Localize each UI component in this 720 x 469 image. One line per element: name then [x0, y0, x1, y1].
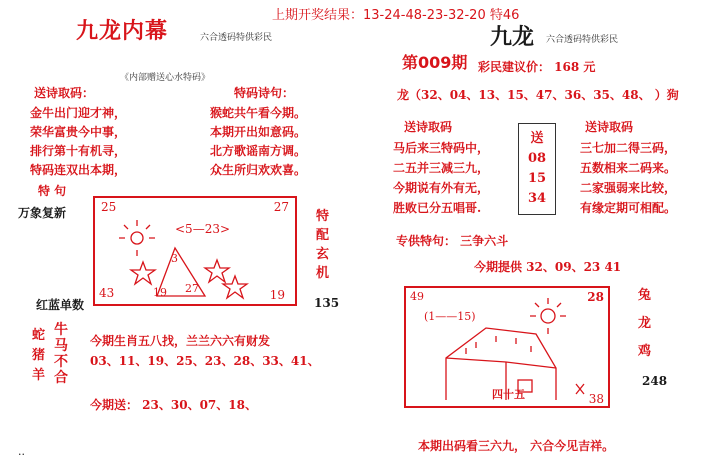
sun-icon — [131, 232, 143, 244]
last-results-header — [272, 4, 519, 23]
issue-number: 第009期 — [402, 53, 468, 72]
special-vertical-text — [316, 205, 329, 281]
zodiac-char: 鸡 — [638, 344, 652, 359]
vertical-char: 玄 — [316, 247, 330, 262]
poem-line: 今期说有外有无， — [393, 181, 490, 195]
right-poem-heading-left: 送诗取码 — [404, 120, 453, 134]
vertical-char: 特 — [316, 209, 330, 224]
dragon-line: 龙（32、04、13、15、47、36、35、48、 ）狗 — [397, 88, 679, 102]
zodiac-char: 牛 — [54, 322, 68, 338]
poem-line: 马后来三特码中， — [393, 141, 490, 155]
price-line: 彩民建议价： 168 元 — [478, 60, 596, 74]
right-poem-left-block — [393, 138, 489, 218]
box-corner-number: 19 — [269, 288, 285, 302]
wanxiang-label: 万象复新 — [18, 206, 67, 220]
zodiac-char: 合 — [54, 370, 68, 386]
vertical-char: 机 — [316, 266, 330, 281]
special-sentence: 专供特句： 三争六斗 — [396, 234, 509, 248]
zodiac-char: 蛇 — [32, 328, 46, 343]
poem-line: 胜败已分五唱哥. — [393, 201, 482, 215]
poem-line: 二五并三减三九， — [393, 161, 490, 175]
box-arrow-text: (1——15) — [424, 310, 476, 323]
corner-marks: ·· — [18, 448, 25, 461]
box-corner-number: 38 — [588, 392, 604, 406]
poem-line: 有缘定期可相配。 — [580, 201, 677, 215]
zodiac-char: 龙 — [638, 316, 652, 331]
number-248: 248 — [642, 374, 668, 388]
box-corner-number: 27 — [273, 200, 289, 214]
box-number: 34 — [527, 191, 547, 206]
vertical-char: 配 — [316, 228, 330, 243]
zodiac-left-column — [32, 326, 45, 386]
send-number-box — [518, 123, 556, 215]
box-label: 送 — [530, 131, 544, 146]
right-vertical-zodiac — [638, 282, 651, 366]
poem-line: 金牛出门迎才神， — [30, 106, 127, 120]
left-drawing-box — [93, 196, 297, 306]
zodiac-char: 马 — [54, 338, 68, 354]
special-poem-block — [210, 104, 306, 180]
special-sentence-label: 特 句 — [38, 184, 67, 198]
poem-line: 荣华富贵今中事， — [30, 125, 127, 139]
last-results-label: 上期开奖结果： — [272, 8, 364, 23]
numbers-line: 03、11、19、25、23、28、33、41、 — [90, 354, 320, 368]
special-poem-line: 猴蛇共午看今期。 — [210, 106, 307, 120]
poem-line: 五数相来二码来。 — [580, 161, 677, 175]
special-poem-line: 北方歌谣南方调。 — [210, 144, 307, 158]
poem-line: 二家强弱来比较， — [580, 181, 677, 195]
box-corner-number: 49 — [410, 290, 424, 303]
right-subtitle: 六合透码特供彩民 — [546, 35, 619, 45]
right-poem-right-block — [580, 138, 676, 218]
triangle-number: 19 — [153, 286, 167, 299]
poem-line: 三七加二得三码， — [580, 141, 677, 155]
left-caption: 《内部赠送心水特码》 — [120, 73, 211, 83]
triangle-number: 27 — [185, 282, 199, 295]
box-number: 08 — [527, 151, 547, 166]
left-poem-block — [30, 104, 126, 180]
right-title: 九龙 — [490, 24, 535, 50]
special-poem-line: 本期开出如意码。 — [210, 125, 307, 139]
right-drawing-box — [404, 286, 610, 408]
right-poem-heading-right: 送诗取码 — [585, 120, 634, 134]
star-icon — [131, 262, 155, 284]
red-blue-label: 红蓝单数 — [36, 298, 85, 312]
zodiac-line: 今期生肖五八找，兰兰六六有财发 — [90, 334, 271, 348]
poem-line: 排行第十有机寻， — [30, 144, 127, 158]
box-number: 15 — [527, 171, 547, 186]
box-arrow-text: <5—23> — [175, 222, 231, 236]
special-poem-heading: 特码诗句： — [234, 86, 295, 100]
box-bottom-text: 四十五 — [492, 388, 525, 401]
provide-line: 今期提供 32、09、23 41 — [474, 260, 622, 274]
left-poem-heading: 送诗取码： — [34, 86, 95, 100]
left-subtitle: 六合透码特供彩民 — [200, 33, 273, 43]
last-results-numbers: 13-24-48-23-32-20 — [363, 8, 486, 23]
zodiac-char: 兔 — [638, 288, 652, 303]
star-icon — [205, 260, 229, 282]
poem-line: 特码连双出本期， — [30, 163, 127, 177]
star-icon — [223, 276, 247, 298]
box-corner-number: 25 — [101, 200, 117, 214]
special-poem-line: 众生所归欢欢喜。 — [210, 163, 307, 177]
box-corner-number: 28 — [587, 290, 604, 304]
zodiac-char: 羊 — [32, 368, 46, 383]
zodiac-char: 不 — [54, 354, 68, 370]
left-title: 九龙内幕 — [76, 18, 169, 44]
box-corner-number: 43 — [99, 286, 115, 300]
footer-line: 本期出码看三六九， 六合今见吉祥。 — [418, 439, 615, 453]
sun-icon — [541, 309, 555, 323]
zodiac-char: 猪 — [32, 348, 46, 363]
send-line: 今期送： 23、30、07、18、 — [90, 398, 257, 412]
triangle-number: 3 — [171, 252, 178, 265]
number-135: 135 — [314, 296, 340, 310]
special-number: 特46 — [489, 8, 520, 23]
zodiac-red-column — [54, 322, 68, 386]
